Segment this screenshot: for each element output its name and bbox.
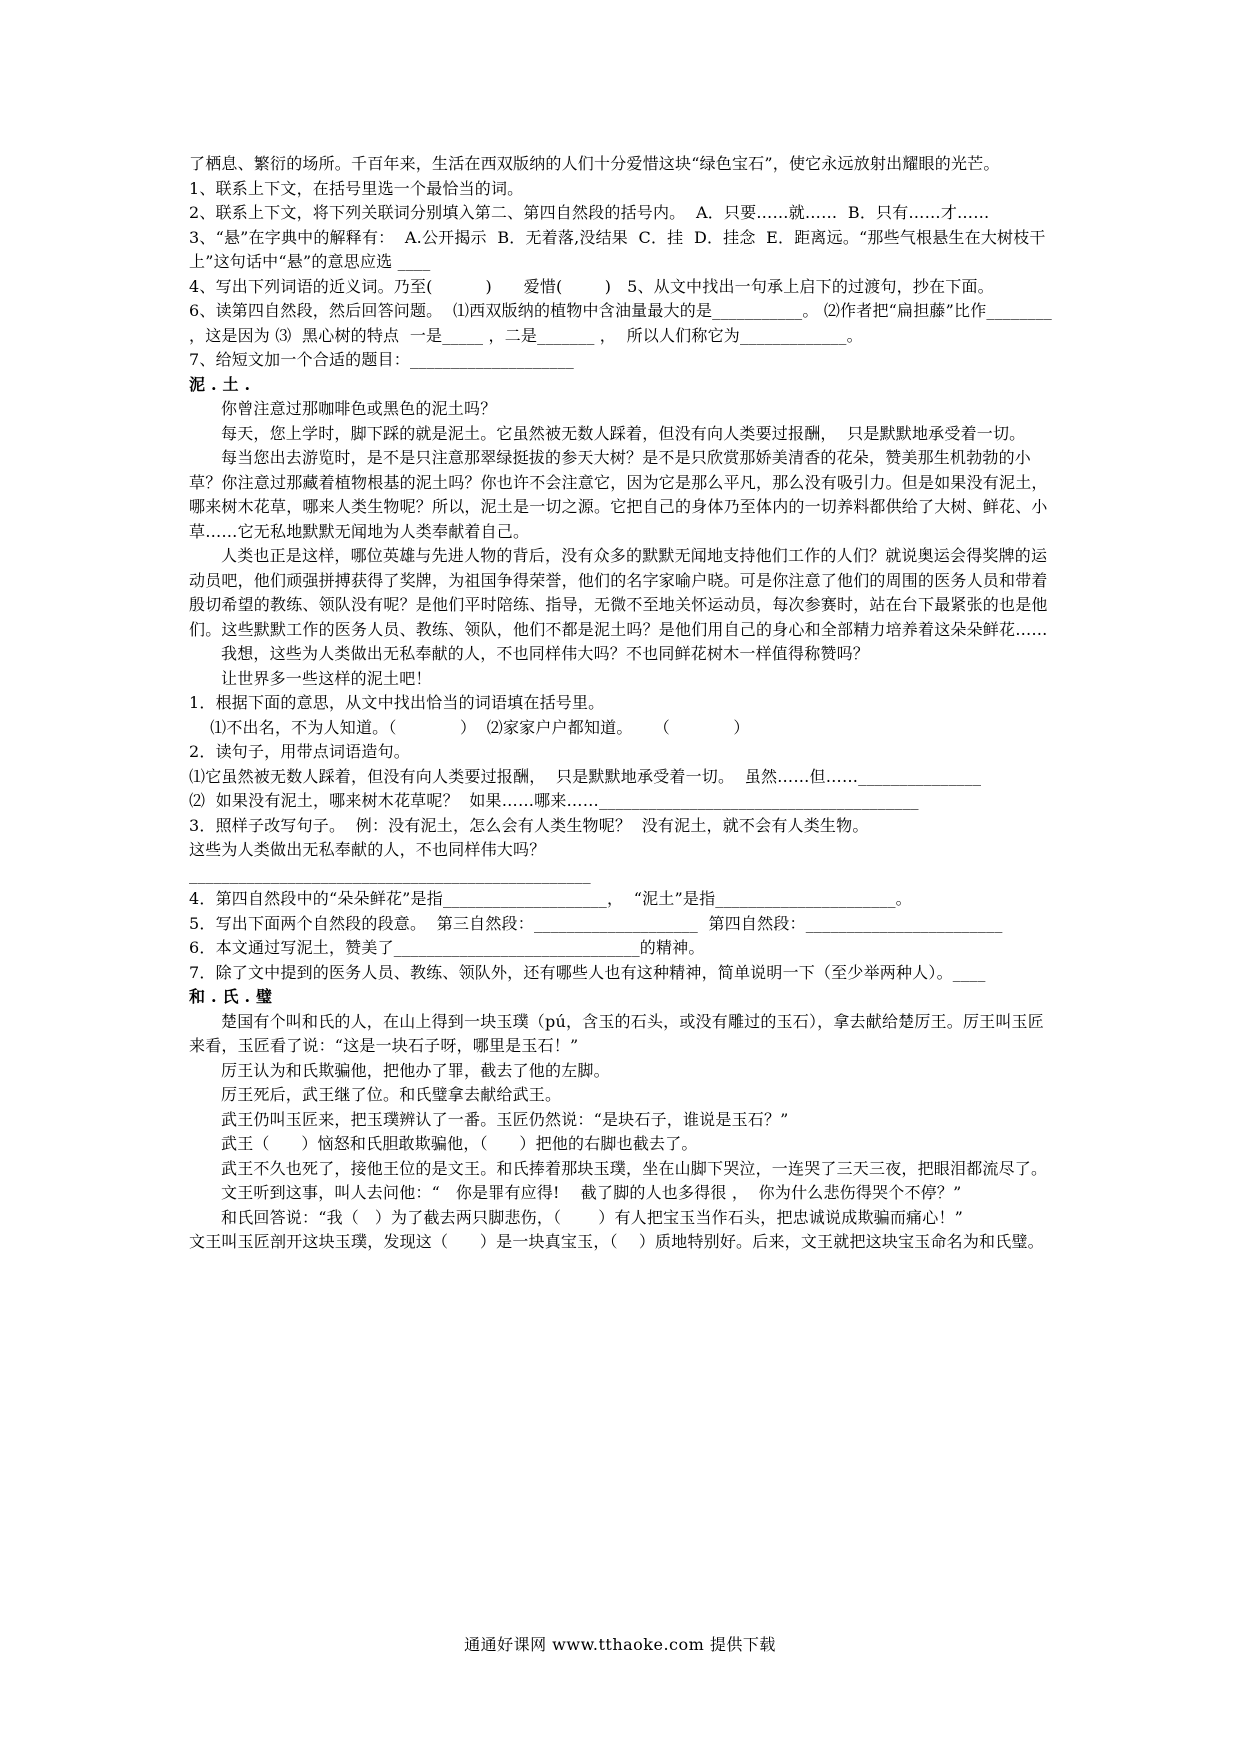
question-6: 6、读第四自然段，然后回答问题。 ⑴西双版纳的植物中含油量最大的是___________。 ⑵作者把“扁担藤”比作________ ，这是因为 ⑶ 黑心树的特点 一是_____ ，二是_______ ， 所以人们称它为_____________。 [189, 301, 1058, 345]
question-line: 1．根据下面的意思，从文中找出恰当的词语填在括号里。 [189, 693, 605, 712]
paragraph: 和氏回答说：“我（ ）为了截去两只脚悲伤，（ ）有人把宝玉当作石头，把忠诚说成欺骗而痛心！” [221, 1207, 964, 1227]
paragraph: 楚国有个叫和氏的人，在山上得到一块玉璞（pú，含玉的石头，或没有雕过的玉石），拿去献给楚厉王。厉王叫玉匠来看，玉匠看了说：“这是一块石子呀，哪里是玉石！” [189, 1011, 1044, 1055]
paragraph: 人类也正是这样，哪位英雄与先进人物的背后，没有众多的默默无闻地支持他们工作的人们？就说奥运会得奖牌的运动员吧，他们顽强拼搏获得了奖牌，为祖国争得荣誉，他们的名字家喻户晓。可是你注意了他们的周围的医务人员和带着殷切希望的教练、领队没有呢？是他们平时陪练、指导，无微不至地关怀运动员，每次参赛时，站在台下最紧张的也是他们。这些默默工作的医务人员、教练、领队，他们不都是泥土吗？是他们用自己的身心和全部精力培养着这朵朵鲜花…… [189, 546, 1048, 639]
paragraph: 你曾注意过那咖啡色或黑色的泥土吗？ [221, 399, 497, 418]
paragraph: 文王叫玉匠剖开这块玉璞，发现这（ ）是一块真宝玉，（ ）质地特别好。后来，文王就把这块宝玉命名为和氏璧。 [189, 1232, 1044, 1251]
question-line: 7．除了文中提到的医务人员、教练、领队外，还有哪些人也有这种精神，简单说明一下（至少举两种人）。____ [189, 962, 986, 982]
question-line: 这些为人类做出无私奉献的人，不也同样伟大吗？ [189, 840, 546, 859]
paragraph: 武王不久也死了，接他王位的是文王。和氏捧着那块玉璞，坐在山脚下哭泣，一连哭了三天三夜，把眼泪都流尽了。 [221, 1158, 1048, 1178]
paragraph: 文王听到这事，叫人去问他：“ 你是罪有应得! 截了脚的人也多得很 ， 你为什么悲伤得哭个不停？” [221, 1183, 962, 1202]
question-4-5: 4、写出下列词语的近义词。乃至( ) 爱惜( ) 5、从文中找出一句承上启下的过渡句，抄在下面。 [189, 276, 994, 296]
paragraph: 每当您出去游览时，是不是只注意那翠绿挺拔的参天大树？是不是只欣赏那娇美清香的花朵，赞美那生机勃勃的小草？你注意过那藏着植物根基的泥土吗？你也许不会注意它，因为它是那么平凡，那么没有吸引力。但是如果没有泥土，哪来树木花草，哪来人类生物呢？所以，泥土是一切之源。它把自己的身体乃至体内的一切养料都供给了大树、鲜花、小草……它无私地默默无闻地为人类奉献着自己。 [189, 448, 1048, 541]
section-title-heshibi: 和 . 氏 . 璧 [189, 987, 273, 1006]
paragraph: 每天，您上学时，脚下踩的就是泥土。它虽然被无数人踩着，但没有向人类要过报酬， 只是默默地承受着一切。 [221, 423, 1026, 443]
question-line: ⑴不出名，不为人知道。（ ） ⑵家家户户都知道。 （ ） [189, 717, 750, 737]
question-line: ⑴它虽然被无数人踩着，但没有向人类要过报酬， 只是默默地承受着一切。 虽然……但……_______________ [189, 766, 982, 786]
question-7: 7、给短文加一个合适的题目：____________________ [189, 350, 574, 369]
answer-line: _________________________________________________ [189, 864, 591, 884]
question-line: 2．读句子，用带点词语造句。 [189, 742, 410, 761]
paragraph: 让世界多一些这样的泥土吧！ [221, 668, 432, 688]
paragraph: 武王（ ）恼怒和氏胆敢欺骗他，（ ）把他的右脚也截去了。 [221, 1134, 698, 1153]
passage-ending: 了栖息、繁衍的场所。千百年来，生活在西双版纳的人们十分爱惜这块“绿色宝石”，使它永远放射出耀眼的光芒。 [189, 154, 1000, 173]
worksheet-content [189, 152, 1057, 1255]
page-footer: 通通好课网 www.tthaoke.com 提供下载 [464, 1635, 776, 1654]
question-line: 6．本文通过写泥土，赞美了______________________________的精神。 [189, 938, 705, 957]
question-line: ⑵ 如果没有泥土，哪来树木花草呢？ 如果……哪来……_______________________________________ [189, 791, 919, 810]
paragraph: 厉王死后，武王继了位。和氏璧拿去献给武王。 [221, 1085, 562, 1104]
question-3: 3、“悬”在字典中的解释有： A.公开揭示 B．无着落,没结果 C．挂 D．挂念 E．距离远。“那些气根悬生在大树枝干上”这句话中“悬”的意思应选 ____ [189, 227, 1046, 271]
paragraph: 厉王认为和氏欺骗他，把他办了罪，截去了他的左脚。 [221, 1060, 610, 1080]
question-line: 4．第四自然段中的“朵朵鲜花”是指____________________， “泥土”是指______________________。 [189, 889, 912, 908]
paragraph: 我想，这些为人类做出无私奉献的人，不也同样伟大吗？不也同鲜花树木一样值得称赞吗？ [221, 644, 870, 663]
question-2: 2、联系上下文，将下列关联词分别填入第二、第四自然段的括号内。 A．只要……就…… B．只有……才…… [189, 203, 990, 222]
question-1: 1、联系上下文，在括号里选一个最恰当的词。 [189, 178, 524, 198]
question-line: 5．写出下面两个自然段的段意。 第三自然段：____________________ 第四自然段：________________________ [189, 913, 1003, 933]
paragraph: 武王仍叫玉匠来，把玉璞辨认了一番。玉匠仍然说：“是块石子，谁说是玉石？” [221, 1109, 789, 1129]
question-line: 3．照样子改写句子。 例：没有泥土，怎么会有人类生物呢？ 没有泥土，就不会有人类生物。 [189, 815, 869, 835]
section-title-nitu: 泥 . 土 . [189, 374, 251, 394]
